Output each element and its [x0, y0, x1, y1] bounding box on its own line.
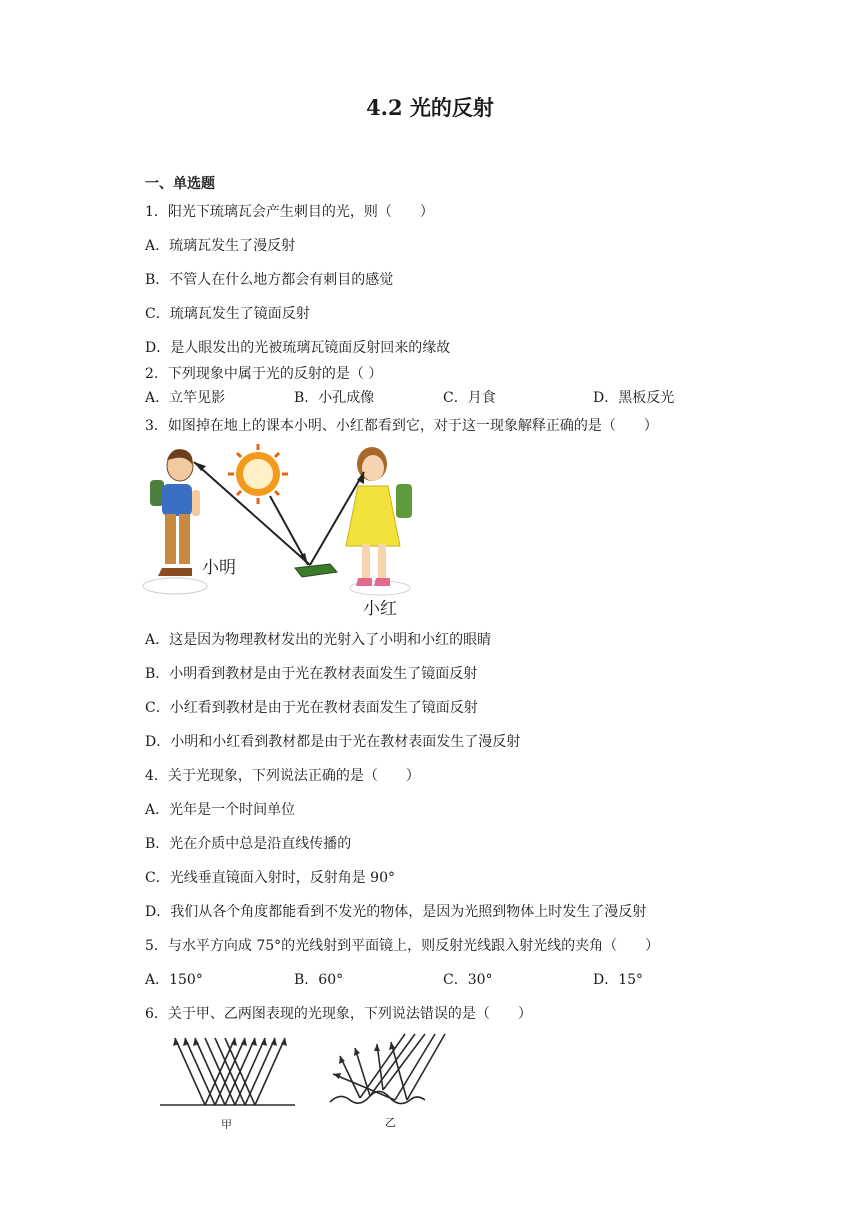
diffuse-reflection-diagram: [330, 1034, 445, 1104]
girl-figure-icon: [346, 447, 412, 586]
question-3-figure: [140, 440, 440, 620]
question-4-option-d: D．我们从各个角度都能看到不发光的物体，是因为光照到物体上时发生了漫反射: [145, 904, 647, 920]
page-title: 4.2 光的反射: [366, 95, 494, 120]
arrow-head-icon: [299, 553, 308, 565]
question-2-option-d: D．黑板反光: [593, 390, 675, 406]
question-6-stem: 6．关于甲、乙两图表现的光现象，下列说法错误的是（ ）: [145, 1006, 532, 1022]
figure-label-yi: 乙: [385, 1116, 396, 1129]
question-1-option-d: D．是人眼发出的光被琉璃瓦镜面反射回来的缘故: [145, 340, 451, 356]
question-1-option-b: B．不管人在什么地方都会有刺目的感觉: [145, 272, 394, 288]
question-6-figure: [155, 1030, 475, 1135]
question-3-option-c: C．小红看到教材是由于光在教材表面发生了镜面反射: [145, 700, 478, 716]
question-5-option-c: C．30°: [443, 972, 493, 988]
question-3-stem: 3．如图掉在地上的课本小明、小红都看到它，对于这一现象解释正确的是（ ）: [145, 418, 658, 434]
question-2-option-c: C．月食: [443, 390, 496, 406]
boy-figure-icon: [150, 449, 200, 576]
question-5-option-d: D．15°: [593, 972, 644, 988]
question-3-option-a: A．这是因为物理教材发出的光射入了小明和小红的眼睛: [145, 632, 492, 648]
figure-label-xiaoming: 小明: [202, 558, 236, 578]
question-2-option-b: B．小孔成像: [294, 390, 375, 406]
sun-icon: [228, 444, 288, 504]
question-4-option-a: A．光年是一个时间单位: [145, 802, 296, 818]
question-4-option-b: B．光在介质中总是沿直线传播的: [145, 836, 352, 852]
question-4-stem: 4．关于光现象，下列说法正确的是（ ）: [145, 768, 420, 784]
question-1-stem: 1．阳光下琉璃瓦会产生刺目的光，则（ ）: [145, 204, 434, 220]
question-3-option-d: D．小明和小红看到教材都是由于光在教材表面发生了漫反射: [145, 734, 521, 750]
figure-label-xiaohong: 小红: [363, 599, 397, 619]
question-1-option-c: C．琉璃瓦发生了镜面反射: [145, 306, 310, 322]
arrow-head-icon: [194, 462, 206, 471]
question-3-option-b: B．小明看到教材是由于光在教材表面发生了镜面反射: [145, 666, 478, 682]
question-5-option-b: B．60°: [294, 972, 344, 988]
question-1-option-a: A．琉璃瓦发生了漫反射: [145, 238, 296, 254]
question-5-stem: 5．与水平方向成 75°的光线射到平面镜上，则反射光线跟入射光线的夹角（ ）: [145, 938, 660, 954]
specular-reflection-diagram: [160, 1038, 295, 1105]
ground-shadow-left: [143, 578, 207, 594]
book-icon: [295, 564, 337, 577]
question-4-option-c: C．光线垂直镜面入射时，反射角是 90°: [145, 870, 395, 886]
section-heading: 一、单选题: [145, 176, 215, 192]
figure-label-jia: 甲: [221, 1118, 232, 1131]
question-5-option-a: A．150°: [145, 972, 203, 988]
question-2-stem: 2．下列现象中属于光的反射的是（ ）: [145, 366, 383, 382]
question-2-option-a: A．立竿见影: [145, 390, 226, 406]
